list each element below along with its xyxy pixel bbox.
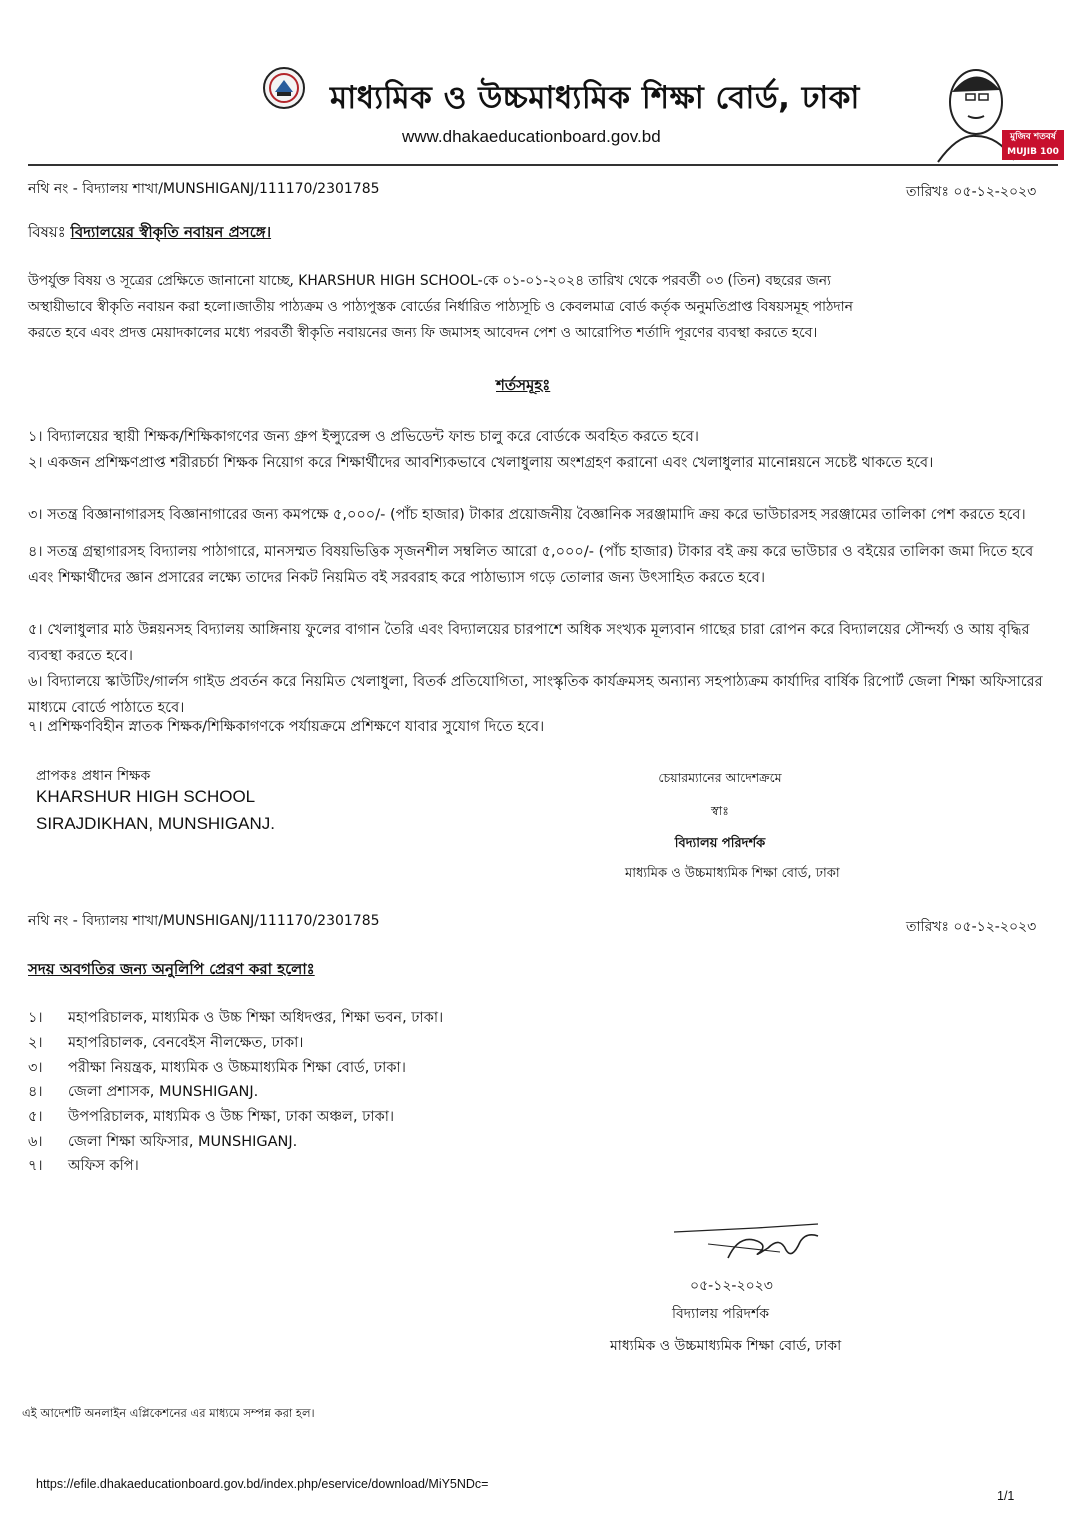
signed-mark: স্বাঃ — [711, 803, 729, 818]
copy-reference: নথি নং - বিদ্যালয় শাখা/MUNSHIGANJ/111170/2301785 — [28, 913, 380, 929]
signature-date: ০৫-১২-২০২৩ — [690, 1278, 773, 1294]
page-number: 1/1 — [997, 1489, 1015, 1503]
copy-item-number: ২। — [28, 1035, 43, 1051]
signature-designation: বিদ্যালয় পরিদর্শক — [672, 1306, 770, 1322]
copy-item-number: ৪। — [28, 1084, 43, 1100]
mujib-100-label: মুজিব শতবর্ষ MUJIB 100 — [1002, 130, 1064, 160]
condition-item: ৬। বিদ্যালয়ে স্কাউটিং/গার্লস গাইড প্রবর্তন করে নিয়মিত খেলাধুলা, বিতর্ক প্রতিযোগিতা, সাংস্কৃতিক কার্যক্রমসহ অন্যান্য সহপাঠ্যক্রম কার্যাদির বার্ষিক রিপোর্ট জেলা শিক্ষা অফিসারের মাধ্যমে বোর্ডে পাঠাতে হবে। — [28, 674, 1043, 716]
copy-item-number: ৫। — [28, 1109, 43, 1125]
copy-item-text: অফিস কপি। — [68, 1158, 139, 1174]
memo-date: তারিখঃ ০৫-১২-২০২৩ — [906, 184, 1037, 200]
copy-item-number: ৬। — [28, 1134, 43, 1150]
copy-item-text: উপপরিচালক, মাধ্যমিক ও উচ্চ শিক্ষা, ঢাকা অঞ্চল, ঢাকা। — [68, 1109, 395, 1125]
copy-item-number: ৭। — [28, 1158, 43, 1174]
recipient-label: প্রাপকঃ প্রধান শিক্ষক — [36, 768, 151, 784]
signature-image — [668, 1218, 838, 1264]
conditions-heading: শর্তসমূহঃ — [496, 376, 551, 394]
copy-item-number: ১। — [28, 1010, 43, 1026]
condition-item: ৫। খেলাধুলার মাঠ উন্নয়নসহ বিদ্যালয় আঙ্গিনায় ফুলের বাগান তৈরি এবং বিদ্যালয়ের চারপাশে অধিক সংখ্যক মূল্যবান গাছের চারা রোপন করে বিদ্যালয়ের সৌন্দর্য্য ও আয় বৃদ্ধির ব্যবস্থা করতে হবে। — [28, 622, 1030, 664]
mujib-100-emblem — [918, 62, 1068, 164]
condition-item: ৩। সতন্ত্র বিজ্ঞানাগারসহ বিজ্ঞানাগারের জন্য কমপক্ষে ৫,০০০/- (পাঁচ হাজার) টাকার প্রয়োজনীয় বৈজ্ঞানিক সরঞ্জামাদি ক্রয় করে ভাউচারসহ সরঞ্জামের তালিকা পেশ করতে হবে। — [28, 507, 1026, 523]
copy-item-number: ৩। — [28, 1060, 43, 1076]
condition-item: ৪। সতন্ত্র গ্রন্থাগারসহ বিদ্যালয় পাঠাগারে, মানসম্মত বিষয়ভিত্তিক সৃজনশীল সম্বলিত আরো ৫,০০০/- (পাঁচ হাজার) টাকার বই ক্রয় করে ভাউচার ও বইয়ের তালিকা জমা দিতে হবে এবং শিক্ষার্থীদের জ্ঞান প্রসারের লক্ষ্যে তাদের নিকট নিয়মিত বই সরবরাহ করে পাঠাভ্যাস গড়ে তোলার জন্য উৎসাহিত করতে হবে। — [28, 544, 1034, 586]
order-line: চেয়ারম্যানের আদেশক্রমে — [658, 770, 782, 785]
footer-url[interactable]: https://efile.dhakaeducationboard.gov.bd/index.php/eservice/download/MiY5NDc= — [36, 1477, 489, 1491]
condition-item: ২। একজন প্রশিক্ষণপ্রাপ্ত শরীরচর্চা শিক্ষক নিয়োগ করে শিক্ষার্থীদের আবশ্যিকভাবে খেলাধুলায় অংশগ্রহণ করানো এবং খেলাধুলার মানোন্নয়নে সচেষ্ট থাকতে হবে। — [28, 455, 934, 471]
recipient-address: SIRAJDIKHAN, MUNSHIGANJ. — [36, 814, 275, 833]
copy-item-text: মহাপরিচালক, মাধ্যমিক ও উচ্চ শিক্ষা অধিদপ্তর, শিক্ষা ভবন, ঢাকা। — [68, 1010, 444, 1026]
board-title: মাধ্যমিক ও উচ্চমাধ্যমিক শিক্ষা বোর্ড, ঢাকা — [330, 80, 860, 116]
copy-date: তারিখঃ ০৫-১২-২০২৩ — [906, 919, 1037, 935]
header-divider — [28, 164, 1058, 166]
copy-item-text: মহাপরিচালক, বেনবেইস নীলক্ষেত, ঢাকা। — [68, 1035, 304, 1051]
recipient-school: KHARSHUR HIGH SCHOOL — [36, 787, 256, 806]
subject-label: বিষয়ঃ — [28, 223, 66, 241]
copy-heading: সদয় অবগতির জন্য অনুলিপি প্রেরণ করা হলোঃ — [28, 960, 315, 978]
copy-item-text: জেলা প্রশাসক, MUNSHIGANJ. — [68, 1084, 259, 1100]
copy-item-text: পরীক্ষা নিয়ন্ত্রক, মাধ্যমিক ও উচ্চমাধ্যমিক শিক্ষা বোর্ড, ঢাকা। — [68, 1060, 406, 1076]
subject-text: বিদ্যালয়ের স্বীকৃতি নবায়ন প্রসঙ্গে। — [70, 223, 272, 241]
copy-item-text: জেলা শিক্ষা অফিসার, MUNSHIGANJ. — [68, 1134, 298, 1150]
board-logo-icon — [262, 66, 306, 110]
condition-item: ৭। প্রশিক্ষণবিহীন স্নাতক শিক্ষক/শিক্ষিকাগণকে পর্যায়ক্রমে প্রশিক্ষণে যাবার সুযোগ দিতে হবে। — [28, 719, 545, 735]
subject-line — [28, 221, 271, 246]
signature-board: মাধ্যমিক ও উচ্চমাধ্যমিক শিক্ষা বোর্ড, ঢাকা — [610, 1338, 842, 1354]
body-paragraph — [28, 268, 1062, 346]
body-line: করতে হবে এবং প্রদত্ত মেয়াদকালের মধ্যে পরবর্তী স্বীকৃতি নবায়নের জন্য ফি জমাসহ আবেদন পেশ ও আরোপিত শর্তাদি পূরণের ব্যবস্থা করতে হবে। — [28, 325, 818, 341]
board-website: www.dhakaeducationboard.gov.bd — [402, 127, 661, 146]
memo-reference: নথি নং - বিদ্যালয় শাখা/MUNSHIGANJ/111170/2301785 — [28, 181, 380, 197]
condition-item: ১। বিদ্যালয়ের স্থায়ী শিক্ষক/শিক্ষিকাগণের জন্য গ্রুপ ইন্স্যুরেন্স ও প্রভিডেন্ট ফান্ড চালু করে বোর্ডকে অবহিত করতে হবে। — [28, 429, 699, 445]
body-line: উপর্যুক্ত বিষয় ও সূত্রের প্রেক্ষিতে জানানো যাচ্ছে, KHARSHUR HIGH SCHOOL-কে ০১-০১-২০২৪ তারিখ থেকে পরবর্তী ০৩ (তিন) বছরের জন্য — [28, 273, 831, 289]
online-note: এই আদেশটি অনলাইন এপ্লিকেশনের এর মাধ্যমে সম্পন্ন করা হল। — [22, 1406, 315, 1420]
authority-board: মাধ্যমিক ও উচ্চমাধ্যমিক শিক্ষা বোর্ড, ঢাকা — [625, 866, 840, 881]
body-line: অস্থায়ীভাবে স্বীকৃতি নবায়ন করা হলো।জাতীয় পাঠ্যক্রম ও পাঠ্যপুস্তক বোর্ডের নির্ধারিত পাঠ্যসূচি ও কেবলমাত্র বোর্ড কর্তৃক অনুমতিপ্রাপ্ত বিষয়সমূহ পাঠদান — [28, 299, 853, 315]
authority-designation: বিদ্যালয় পরিদর্শক — [674, 836, 766, 851]
